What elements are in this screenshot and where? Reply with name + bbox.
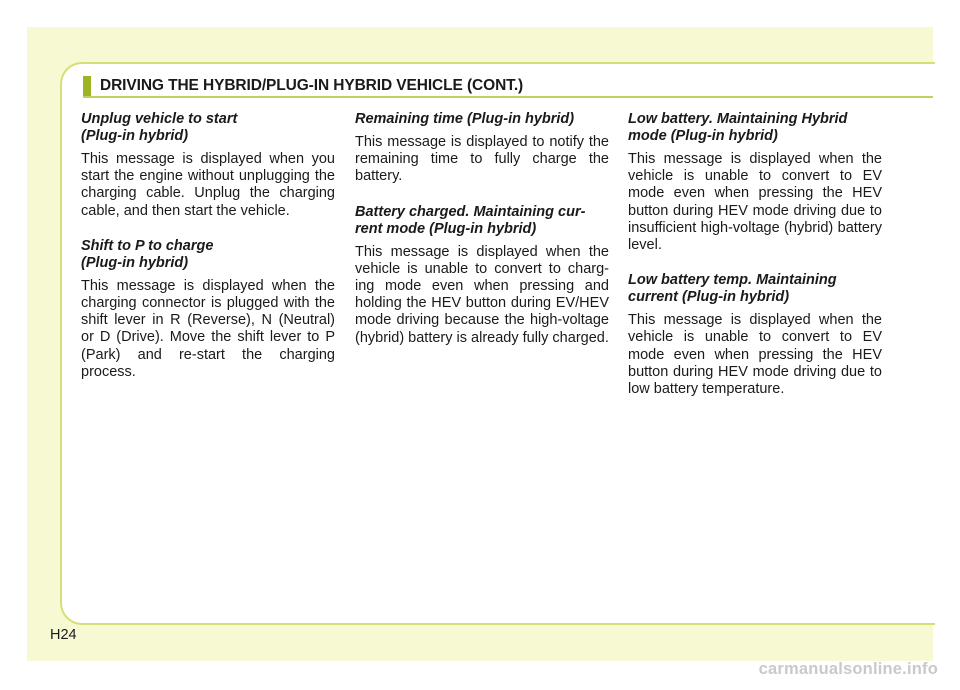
section-title-line: (Plug-in hybrid) xyxy=(81,254,189,271)
section-shift-to-p xyxy=(81,238,335,381)
section-title-line: Remaining time (Plug-in hybrid) xyxy=(355,111,575,127)
section-title-line: Shift to P to charge xyxy=(81,237,214,254)
section-title xyxy=(81,238,335,272)
section-title-line: current (Plug-in hybrid) xyxy=(628,289,790,306)
section-title-line: (Plug-in hybrid) xyxy=(81,128,189,144)
section-low-battery-temp xyxy=(628,272,882,398)
section-title xyxy=(355,111,609,128)
column-1 xyxy=(81,111,335,399)
section-body: This message is displayed when you start the engine without unplugging the charging cable. Unplug the charging cable, and then start the vehicle. xyxy=(81,151,335,219)
section-body: This message is displayed when the vehicle is unable to convert to EV mode even when pressing the HEV button during HEV mode driving due to insufficient high-voltage (hybrid) battery level. xyxy=(628,151,882,254)
section-title-line: Unplug vehicle to start xyxy=(81,111,238,127)
section-unplug-vehicle xyxy=(81,111,335,220)
column-3 xyxy=(628,111,882,416)
section-title-line: rent mode (Plug-in hybrid) xyxy=(355,220,537,237)
section-title-line: Battery charged. Maintaining cur- xyxy=(355,203,586,220)
section-title-line: Low battery. Maintaining Hybrid xyxy=(628,111,848,127)
page-number: H24 xyxy=(50,627,77,643)
section-title xyxy=(81,111,335,145)
section-body: This message is displayed to notify the remaining time to fully charge the battery. xyxy=(355,134,609,185)
column-2 xyxy=(355,111,609,365)
section-header xyxy=(83,76,933,98)
watermark: carmanualsonline.info xyxy=(758,660,938,678)
header-title: DRIVING THE HYBRID/PLUG-IN HYBRID VEHICLE (CONT.) xyxy=(100,77,524,94)
section-body: This message is displayed when the vehicle is unable to convert to EV mode even when pressing the HEV button during HEV mode driving due to low battery temperature. xyxy=(628,312,882,398)
section-low-battery xyxy=(628,111,882,254)
section-title xyxy=(355,204,609,238)
section-body: This message is displayed when the charging connector is plugged with the shift lever in R (Reverse), N (Neutral) or D (Drive). Move the shift lever to P (Park) and re-start the charging process. xyxy=(81,277,335,380)
header-underline xyxy=(83,96,933,98)
header-accent-bar xyxy=(83,76,91,96)
section-battery-charged xyxy=(355,204,609,347)
section-title xyxy=(628,111,882,145)
section-title xyxy=(628,272,882,306)
section-body: This message is displayed when the vehicle is unable to convert to charg-ing mode even when pressing and holding the HEV button during EV/HEV mode driving because the high-voltage (hybrid) battery is already fully charged. xyxy=(355,243,609,346)
section-title-line: mode (Plug-in hybrid) xyxy=(628,128,778,144)
section-remaining-time xyxy=(355,111,609,186)
section-title-line: Low battery temp. Maintaining xyxy=(628,272,837,289)
